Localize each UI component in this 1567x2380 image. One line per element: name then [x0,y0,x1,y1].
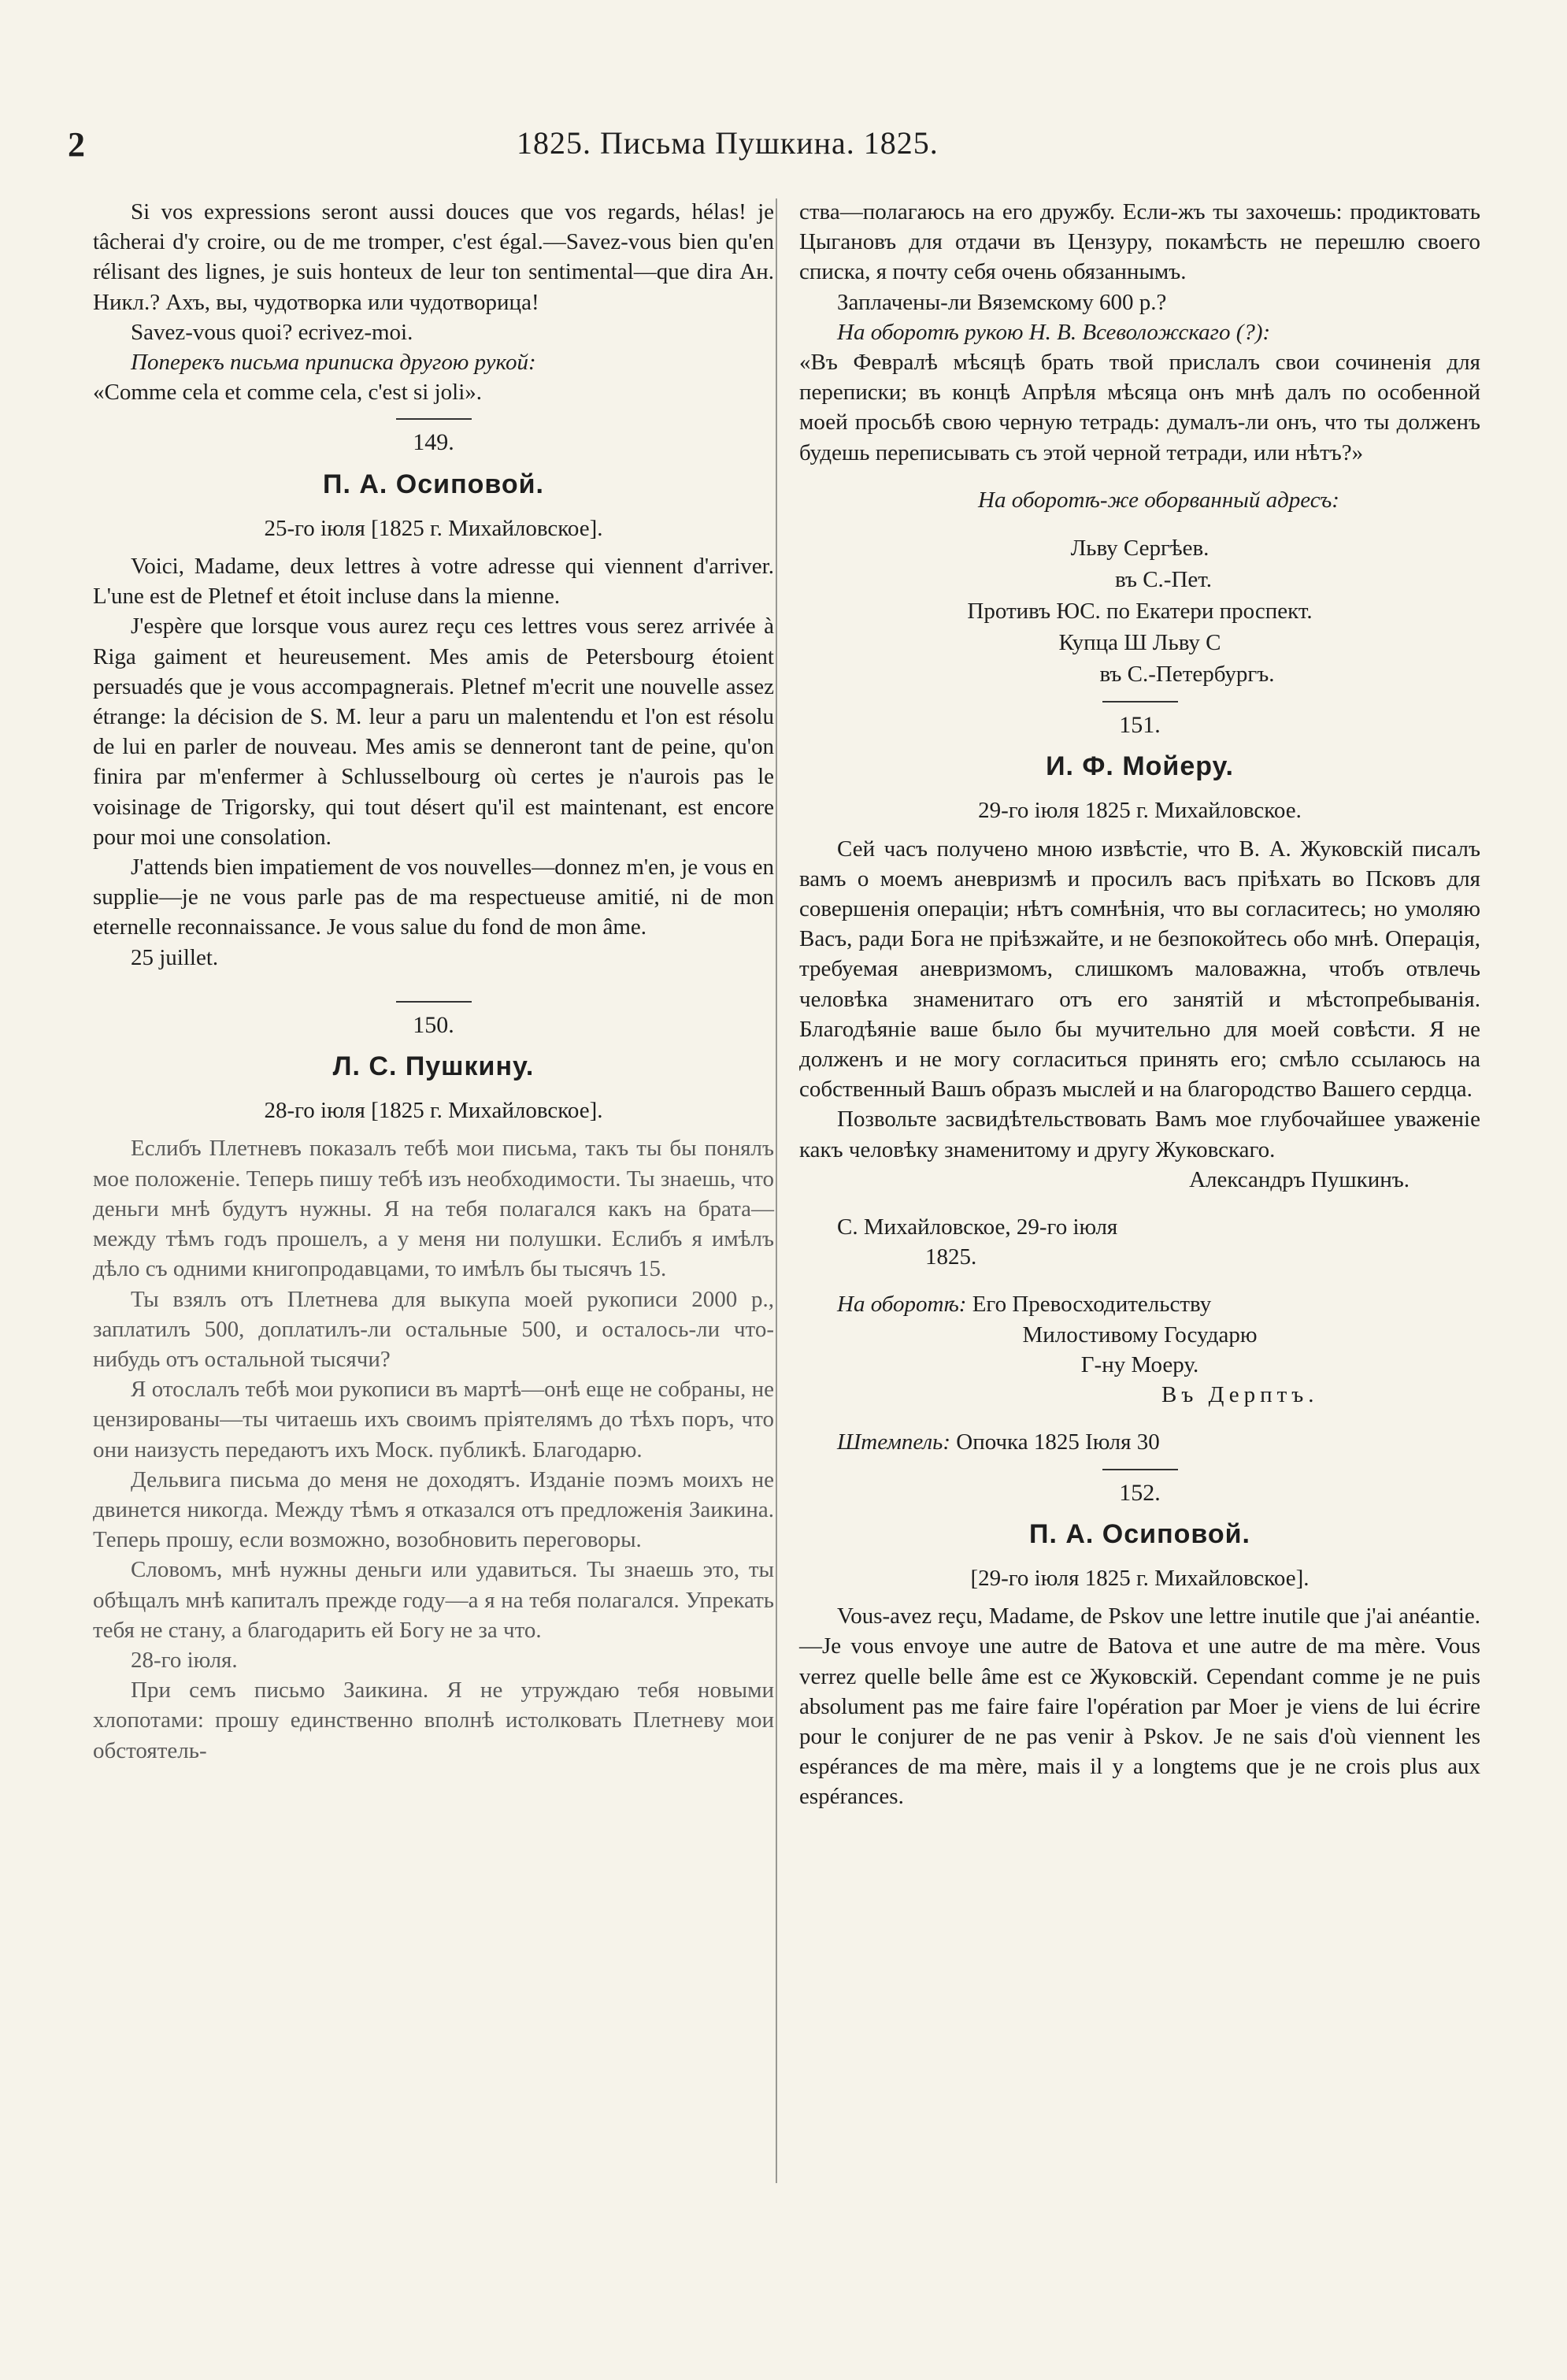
vsevolozhsky-text: «Въ Февралѣ мѣсяцѣ брать твой прислалъ свои сочиненія для переписки; въ концѣ Апрѣля мѣсяца онъ мнѣ далъ по особенной моей просьбѣ свою черную тетрадь: думалъ-ли онъ, что ты долженъ будешь переписывать съ этой черной тетради, или нѣтъ?» [799,350,1480,465]
letter-addressee: Л. С. Пушкину. [332,1051,535,1082]
section-rule [1102,1469,1178,1470]
letter-date: 28-го іюля [1825 г. Михайловское]. [264,1098,603,1124]
back-label: На оборотѣ: [837,1292,967,1318]
vyazemsky-question: Заплачены-ли Вяземскому 600 р.? [837,289,1167,315]
stamp-label: Штемпель: [837,1429,950,1455]
letter-addressee: П. А. Осиповой. [323,469,544,499]
opening-paragraph: Si vos expressions seront aussi douces que vos regards, hélas! je tâcherai d'y croire, ou de me tromper, c'est égal.—Savez-vous bien qu'en rélisant des lignes, je suis honteux de leur ton sentimental—que dira Ан. Никл.? Ахъ, вы, чудотворка или чудотворица! [93,199,774,315]
torn-address [799,532,1480,690]
editorial-note: Поперекъ письма приписка другою рукой: [131,350,536,376]
address-line: Льву Сергѣев. [1070,536,1210,562]
section-rule [396,418,472,420]
back-line: Его Превосходительству [972,1292,1212,1318]
cross-text: «Comme cela et comme cela, c'est si joli». [93,380,483,406]
letter-paragraph: Позвольте засвидѣтельствовать Вамъ мое глубочайшее уваженіе какъ человѣку знаменитому и другу Жуковскаго. [799,1107,1480,1162]
letter-number: 150. [413,1011,454,1038]
letter-date: 25-го іюля [1825 г. Михайловское]. [264,515,603,541]
letter-paragraph: Еслибъ Плетневъ показалъ тебѣ мои письма, такъ ты бы понялъ мое положеніе. Теперь пишу тебѣ изъ необходимости. Ты знаешь, что деньги мнѣ будутъ нужны. Я на тебя полагался какъ на брата—между тѣмъ годъ прошелъ, а у меня ни полушки. Еслибъ я имѣлъ дѣло съ одними книгопродавцами, то имѣлъ бы тысячъ 15. [93,1136,774,1282]
letter-paragraph: J'attends bien impatiement de vos nouvelles—donnez m'en, je vous en supplie—je ne vous parle pas de ma respectueuse amitié, ni de mon eternelle reconnaissance. Je vous salue du fond de mon âme. [93,855,774,940]
letter-addressee: И. Ф. Мойеру. [1046,751,1234,782]
place-date-year: 1825. [925,1244,977,1270]
letter-number: 151. [1119,712,1161,739]
continuation-paragraph: ства—полагаюсь на его дружбу. Если-жъ ты захочешь: продиктовать Цыгановъ для отдачи въ Цензуру, покамѣсть не перешлю своего списка, я почту себя очень обязаннымъ. [799,199,1480,285]
page-header [0,124,1567,172]
back-line: Въ Дерптъ. [1161,1382,1319,1408]
address-line: въ С.-Петербургъ. [1099,662,1275,688]
section-rule [396,1001,472,1003]
stamp-note [799,1427,1480,1457]
address-line: въ С.-Пет. [1114,567,1213,593]
letter-paragraph: Vous-avez reçu, Madame, de Pskov une lettre inutile que j'ai anéantie.—Je vous envoye une autre de Batova et une autre de ma mère. Vous verrez quelle belle âme est ce Жуковскій. Cependant comme je ne puis absolument pas me faire faire l'opération par Moer je viens de lui écrire pour le conjurer de ne pas venir à Pskov. Je ne sais d'où viennent les espérances de ma mère, mais il y a longtems que je ne crois plus aux espérances. [799,1603,1480,1810]
running-title: 1825. Письма Пушкина. 1825. [517,125,939,161]
letter-date: 29-го іюля 1825 г. Михайловское. [978,798,1302,824]
place-date: С. Михайловское, 29-го іюля [837,1214,1118,1240]
column-divider [776,198,777,2183]
letter-paragraph: Словомъ, мнѣ нужны деньги или удавиться. Ты знаешь это, ты обѣщалъ мнѣ капиталъ прежде году—а я на тебя полагался. Упрекать тебя не стану, а благодарить ей Богу не за что. [93,1557,774,1643]
postscript: При семъ письмо Заикина. Я не утруждаю тебя новыми хлопотами: прошу единственно вполнѣ истолковать Плетневу мои обстоятель- [93,1677,774,1763]
opening-paragraph: Savez-vous quoi? ecrivez-moi. [131,319,413,345]
editorial-note: На оборотѣ рукою Н. В. Всеволожскаго (?): [837,319,1271,345]
letter-date: [29-го іюля 1825 г. Михайловское]. [970,1565,1310,1591]
letter-number: 152. [1119,1479,1161,1506]
letter-paragraph: Сей часъ получено мною извѣстіе, что В. А. Жуковскій писалъ вамъ о моемъ аневризмѣ и просилъ васъ пріѣхать во Псковъ для совершенія операціи; нѣтъ сомнѣнія, что вы согласитесь; но умоляю Васъ, ради Бога не пріѣзжайте, и не безпокойтесь обо мнѣ. Операція, требуемая аневризмомъ, слишкомъ маловажна, чтобъ отвлечь человѣка знаменитаго отъ его занятій и мѣстопребыванія. Благодѣяніе ваше было бы мучительно для моей совѣсти. Я не долженъ и не могу согласиться принять его; смѣло ссылаюсь на собственный Вашъ образъ мыслей и на благородство Вашего сердца. [799,836,1480,1103]
letter-paragraph: Я отослалъ тебѣ мои рукописи въ мартѣ—онѣ еще не собраны, не цензированы—ты читаешь ихъ своимъ пріятелямъ до тѣхъ поръ, что они наизусть передаютъ ихъ Моск. публикѣ. Благодарю. [93,1377,774,1462]
letter-addressee: П. А. Осиповой. [1029,1518,1250,1549]
left-column [93,197,774,1766]
page-number: 2 [68,125,85,164]
back-note [799,1289,1480,1319]
letter-date-2: 28-го іюля. [131,1647,238,1673]
letter-paragraph: Ты взялъ отъ Плетнева для выкупа моей рукописи 2000 р., заплатилъ 500, доплатилъ-ли остальные 500, и осталось-ли что-нибудь отъ остальной тысячи? [93,1286,774,1372]
letter-paragraph: Voici, Madame, deux lettres à votre adresse qui viennent d'arriver. L'une est de Pletnef et étoit incluse dans la mienne. [93,554,774,610]
address-line: Купца Ш Льву С [1058,630,1221,656]
letter-paragraph: Дельвига письма до меня не доходятъ. Изданіе поэмъ моихъ не двинется никогда. Между тѣмъ я отказался отъ предложенія Заикина. Теперь прошу, если возможно, возобновить переговоры. [93,1466,774,1553]
closing-date: 25 juillet. [131,944,219,970]
faded-letter-body [93,1133,774,1765]
signature: Александръ Пушкинъ. [1189,1166,1410,1192]
right-column [799,197,1480,1812]
back-line: Г-ну Моеру. [1080,1351,1199,1377]
letter-number: 149. [413,429,454,456]
address-line: Противъ ЮС. по Екатери проспект. [967,599,1313,625]
letter-paragraph: J'espère que lorsque vous aurez reçu ces lettres vous serez arrivée à Riga gaiment et heureusement. Mes amis de Petersbourg étoient persuadés que je vous accompagnerais. Pletnef m'ecrit une nouvelle assez étrange: la décision de S. M. leur a paru un malentendu et l'on est résolu de lui en parler de nouveau. Mes amis se denneront tant de peine, qu'on finira par m'enfermer à Schlusselbourg où certes je n'aurois pas le voisinage de Trigorsky, qui tout désert qu'il est maintenant, est encore pour moi une consolation. [93,614,774,850]
stamp-text: Опочка 1825 Іюля 30 [956,1429,1160,1455]
section-rule [1102,701,1178,703]
back-line: Милостивому Государю [1022,1322,1258,1348]
editorial-note: На оборотѣ-же оборванный адресъ: [978,487,1339,513]
